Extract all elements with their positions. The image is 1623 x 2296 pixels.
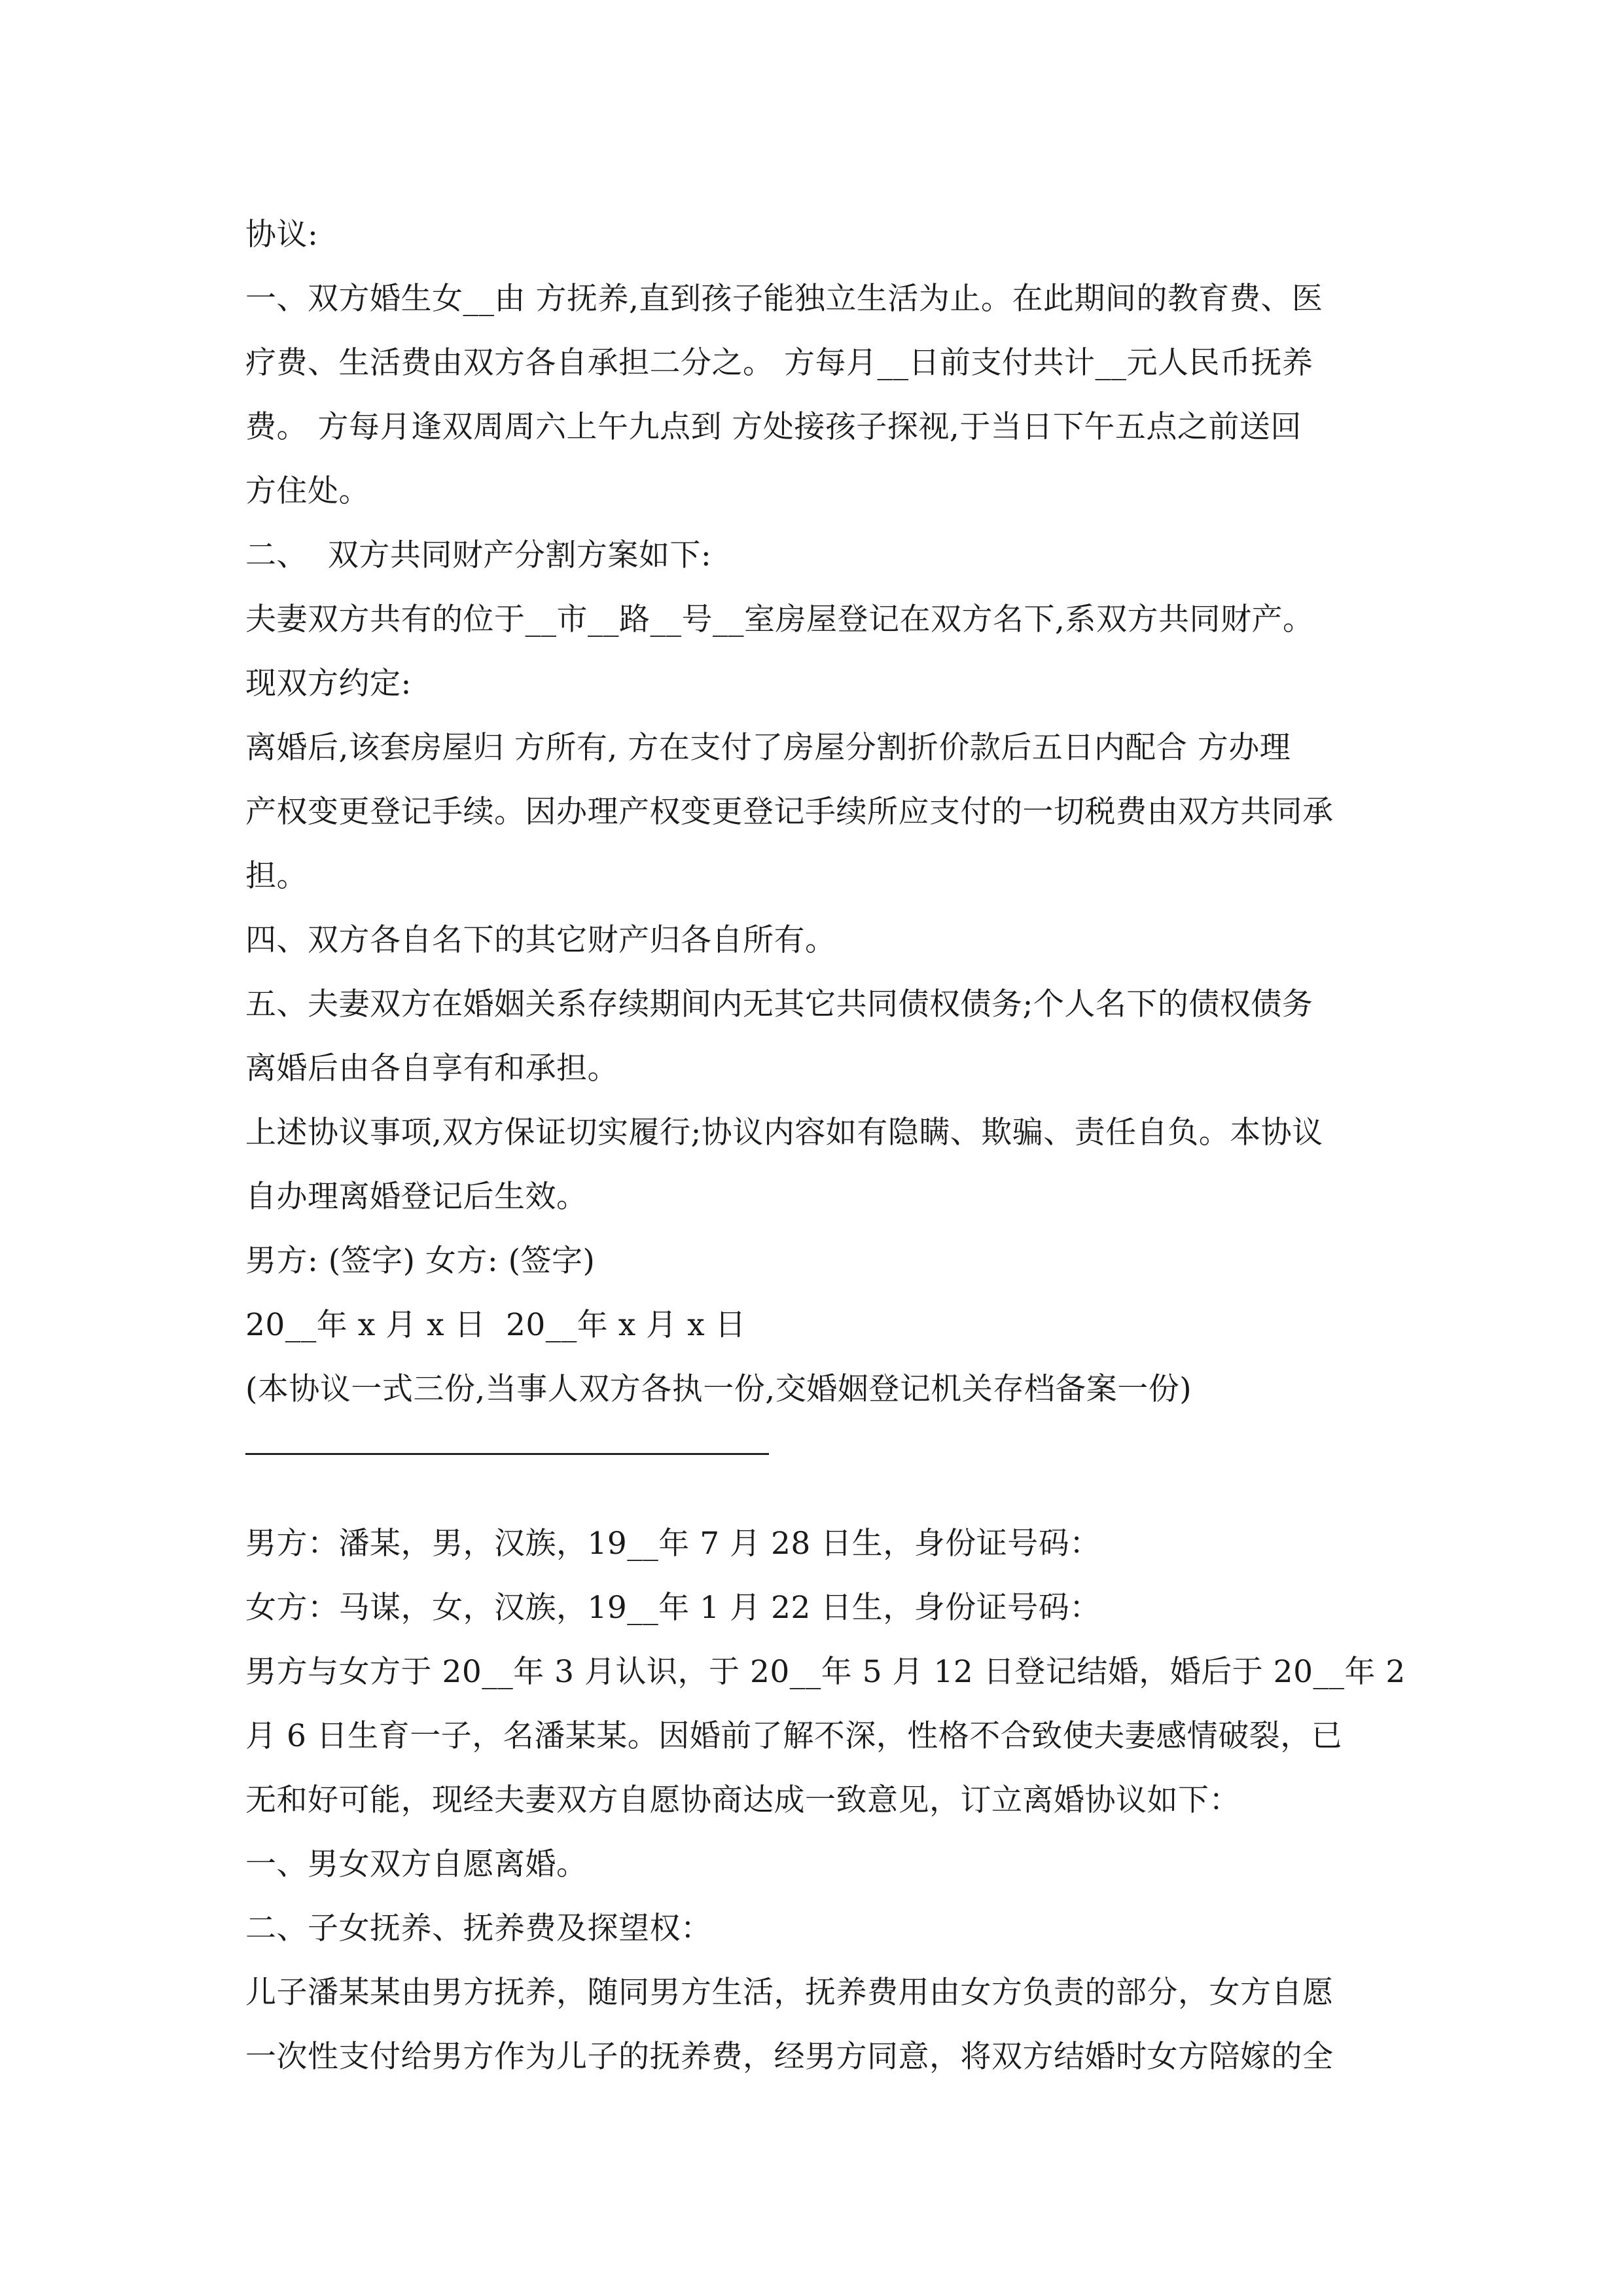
clause-1-line: 方住处。 xyxy=(245,473,370,509)
party-female-info: 女方：马谋，女，汉族，19__年 1 月 22 日生，身份证号码： xyxy=(245,1590,1101,1626)
clause-5-line: 离婚后由各自享有和承担。 xyxy=(245,1050,618,1086)
article-1-line: 一、男女双方自愿离婚。 xyxy=(245,1846,588,1882)
property-line: 产权变更登记手续。因办理产权变更登记手续所应支付的一切税费由双方共同承 xyxy=(245,794,1334,830)
clause-4-line: 四、双方各自名下的其它财产归各自所有。 xyxy=(245,922,836,958)
custody-line: 一次性支付给男方作为儿子的抚养费，经男方同意，将双方结婚时女方陪嫁的全 xyxy=(245,2039,1334,2075)
party-male-info: 男方：潘某，男，汉族，19__年 7 月 28 日生，身份证号码： xyxy=(245,1526,1101,1562)
statement-line: 自办理离婚登记后生效。 xyxy=(245,1179,588,1215)
clause-1-line: 费。 方每月逢双周周六上午九点到 方处接孩子探视,于当日下午五点之前送回 xyxy=(245,409,1302,445)
property-line: 现双方约定: xyxy=(245,666,412,702)
separator-rule xyxy=(245,1453,769,1455)
document-body xyxy=(245,203,1406,2089)
date-line: 20__年 x 月 x 日 20__年 x 月 x 日 xyxy=(245,1307,747,1343)
property-line: 离婚后,该套房屋归 方所有, 方在支付了房屋分割折价款后五日内配合 方办理 xyxy=(245,730,1291,766)
property-line: 担。 xyxy=(245,858,308,894)
custody-line: 儿子潘某某由男方抚养，随同男方生活，抚养费用由女方负责的部分，女方自愿 xyxy=(245,1975,1334,2011)
section-separator xyxy=(245,1422,1397,1486)
clause-1-line: 一、双方婚生女__由 方抚养,直到孩子能独立生活为止。在此期间的教育费、医 xyxy=(245,281,1323,317)
background-line: 月 6 日生育一子，名潘某某。因婚前了解不深，性格不合致使夫妻感情破裂，已 xyxy=(245,1718,1343,1754)
background-line: 无和好可能，现经夫妻双方自愿协商达成一致意见，订立离婚协议如下： xyxy=(245,1782,1240,1818)
background-line: 男方与女方于 20__年 3 月认识，于 20__年 5 月 12 日登记结婚，婚后于 20__年 2 xyxy=(245,1654,1406,1690)
statement-line: 上述协议事项,双方保证切实履行;协议内容如有隐瞒、欺骗、责任自负。本协议 xyxy=(245,1115,1323,1151)
article-2-heading: 二、子女抚养、抚养费及探望权： xyxy=(245,1910,712,1946)
copies-note: (本协议一式三份,当事人双方各执一份,交婚姻登记机关存档备案一份) xyxy=(245,1371,1192,1407)
section-gap xyxy=(245,1486,1397,1512)
clause-1-line: 疗费、生活费由双方各自承担二分之。 方每月__日前支付共计__元人民币抚养 xyxy=(245,345,1313,381)
agreement-heading: 协议: xyxy=(245,217,319,253)
signature-line: 男方: (签字) 女方: (签字) xyxy=(245,1243,596,1279)
property-line: 夫妻双方共有的位于__市__路__号__室房屋登记在双方名下,系双方共同财产。 xyxy=(245,601,1314,637)
clause-5-line: 五、夫妻双方在婚姻关系存续期间内无其它共同债权债务;个人名下的债权债务 xyxy=(245,986,1313,1022)
clause-2-heading: 二、 双方共同财产分割方案如下: xyxy=(245,537,712,573)
